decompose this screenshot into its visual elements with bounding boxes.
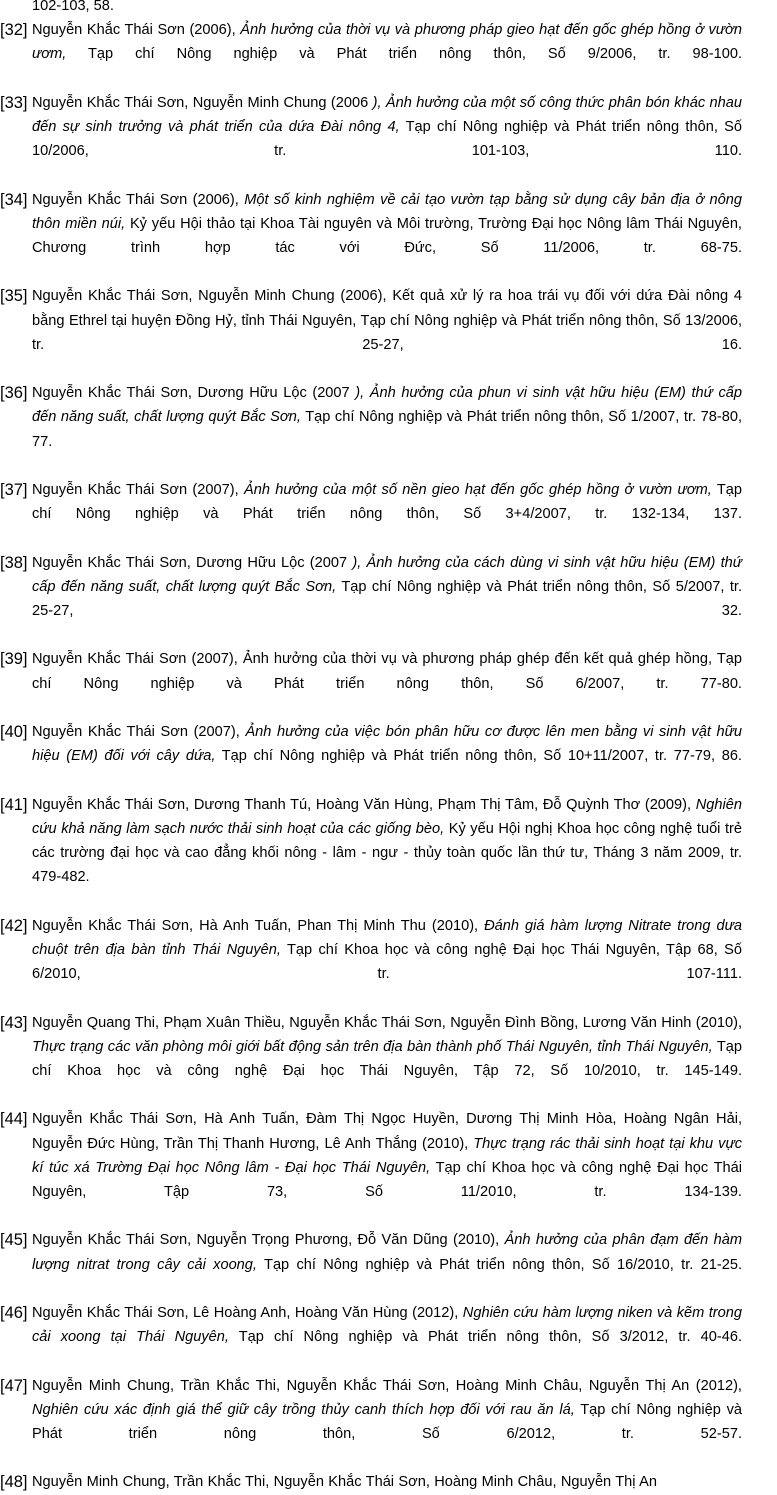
reference-authors: Nguyễn Khắc Thái Sơn (2007), Ảnh hưởng của thời vụ và phương pháp ghép đến kết quả ghép hồng, Tạp chí Nông nghiệp và Phát triển nông thôn, Số 6/2007, tr. 77-80. xyxy=(32,651,742,692)
reference-title: Ảnh hưởng của một số nền gieo hạt đến gốc ghép hồng ở vườn ươm, xyxy=(243,482,712,499)
reference-text xyxy=(32,188,742,285)
reference-title: ), Ảnh hưởng của phun vi sinh vật hữu hiệu (EM) thứ cấp đến năng suất, chất lượng quýt Bắc Sơn, xyxy=(32,385,743,426)
reference-number: [34] xyxy=(0,190,28,209)
reference-entry xyxy=(0,381,742,478)
reference-number: [43] xyxy=(0,1013,28,1032)
reference-title: Ảnh hưởng của việc bón phân hữu cơ được lên men bằng vi sinh vật hữu hiệu (EM) đối với cây dứa, xyxy=(32,724,742,765)
reference-text xyxy=(32,720,742,793)
reference-text xyxy=(32,1107,742,1228)
reference-authors: Nguyễn Khắc Thái Sơn, Nguyễn Minh Chung (2006), Kết quả xử lý ra hoa trái vụ đối với dứa Đài nông 4 bằng Ethrel tại huyện Đồng Hỷ, tỉnh Thái Nguyên, Tạp chí Nông nghiệp và Phát triển nông thôn, Số 13/2006, tr. 25-27, 16. xyxy=(32,288,742,353)
reference-source: Tạp chí Nông nghiệp và Phát triển nông thôn, Số 5/2007, tr. 25-27, 32. xyxy=(32,578,742,620)
reference-title: Thực trạng rác thải sinh hoạt tại khu vực kí túc xá Trường Đại học Nông lâm - Đại học Thái Nguyên, xyxy=(32,1135,742,1176)
reference-entry xyxy=(0,478,742,551)
reference-authors: Nguyễn Khắc Thái Sơn (2006), xyxy=(32,22,236,39)
reference-authors: Nguyễn Khắc Thái Sơn, Dương Hữu Lộc (2007 xyxy=(32,554,348,571)
reference-authors: Nguyễn Khắc Thái Sơn, Lê Hoàng Anh, Hoàng Văn Hùng (2012), xyxy=(32,1304,459,1321)
reference-entry xyxy=(0,91,742,188)
continuation-line: 102-103, 58. xyxy=(32,0,114,14)
reference-number: [40] xyxy=(0,723,28,742)
reference-title: Nghiên cứu khả năng làm sạch nước thải sinh hoạt của các giống bèo, xyxy=(32,796,742,837)
reference-text xyxy=(32,91,742,188)
reference-entry xyxy=(0,188,742,285)
reference-entry xyxy=(0,551,742,648)
reference-authors: Nguyễn Khắc Thái Sơn (2006), xyxy=(32,191,239,208)
reference-title: Một số kinh nghiệm về cải tạo vườn tạp bằng sử dụng cây bản địa ở nông thôn miền núi, xyxy=(32,191,742,232)
reference-title: Nghiên cứu xác định giá thể giữ cây trồng thủy canh thích hợp đối với rau ăn lá, xyxy=(32,1401,575,1418)
reference-text xyxy=(32,1228,742,1301)
reference-number: [33] xyxy=(0,93,28,112)
reference-number: [32] xyxy=(0,21,28,40)
reference-source: Tạp chí Nông nghiệp và Phát triển nông thôn, Số 10+11/2007, tr. 77-79, 86. xyxy=(221,748,742,765)
reference-text xyxy=(32,551,742,648)
reference-source: Tạp chí Nông nghiệp và Phát triển nông thôn, Số 9/2006, tr. 98-100. xyxy=(88,46,743,63)
reference-number: [41] xyxy=(0,795,28,814)
reference-authors: Nguyễn Khắc Thái Sơn, Nguyễn Minh Chung (2006 xyxy=(32,94,369,111)
reference-entry xyxy=(0,914,742,1011)
reference-number: [37] xyxy=(0,481,28,500)
reference-entry xyxy=(0,720,742,793)
reference-text xyxy=(32,647,742,720)
reference-source: Tạp chí Khoa học và công nghệ Đại học Thái Nguyên, Tập 72, Số 10/2010, tr. 145-149. xyxy=(32,1038,743,1079)
reference-number: [48] xyxy=(0,1473,28,1492)
reference-source: Kỷ yếu Hội nghị Khoa học công nghệ tuổi trẻ các trường đại học và cao đẳng khối nông - lâm - ngư - thủy toàn quốc lần thứ tư, Tháng 3 năm 2009, tr. 479-482. xyxy=(32,820,743,886)
reference-entry xyxy=(0,1228,742,1301)
reference-number: [46] xyxy=(0,1303,28,1322)
reference-entry xyxy=(0,1011,742,1108)
reference-source: Tạp chí Nông nghiệp và Phát triển nông thôn, Số 6/2012, tr. 52-57. xyxy=(32,1401,742,1442)
reference-entry xyxy=(0,1470,742,1494)
reference-text xyxy=(32,1470,742,1494)
reference-text xyxy=(32,1011,742,1108)
reference-authors: Nguyễn Khắc Thái Sơn (2007), xyxy=(32,724,240,741)
reference-title: Nghiên cứu hàm lượng niken và kẽm trong cải xoong tại Thái Nguyên, xyxy=(32,1304,743,1346)
reference-entry xyxy=(0,18,742,91)
reference-entry xyxy=(0,284,742,381)
reference-source: Kỷ yếu Hội thảo tại Khoa Tài nguyên và Môi trường, Trường Đại học Nông lâm Thái Nguyên, Chương trình hợp tác với Đức, Số 11/2006, tr. 68-75. xyxy=(32,215,742,257)
reference-number: [45] xyxy=(0,1231,28,1250)
reference-source: Tạp chí Nông nghiệp và Phát triển nông thôn, Số 10/2006, tr. 101-103, 110. xyxy=(32,119,743,160)
reference-number: [42] xyxy=(0,916,28,935)
reference-title: Thực trạng các văn phòng môi giới bất động sản trên địa bàn thành phố Thái Nguyên, tỉnh Thái Nguyên, xyxy=(32,1038,713,1055)
reference-text xyxy=(32,793,742,914)
reference-source: Tạp chí Nông nghiệp và Phát triển nông thôn, Số 1/2007, tr. 78-80, 77. xyxy=(32,409,743,450)
reference-entry xyxy=(0,1374,742,1471)
reference-authors: Nguyễn Khắc Thái Sơn, Hà Anh Tuấn, Phan Thị Minh Thu (2010), xyxy=(32,917,479,934)
reference-title: ), Ảnh hưởng của cách dùng vi sinh vật hữu hiệu (EM) thứ cấp đến năng suất, chất lượng quýt Bắc Sơn, xyxy=(32,554,743,595)
reference-number: [35] xyxy=(0,287,28,306)
reference-authors: Nguyễn Khắc Thái Sơn, Hà Anh Tuấn, Đàm Thị Ngọc Huyền, Dương Thị Minh Hòa, Hoàng Ngân Hải, Nguyễn Đức Hùng, Trần Thị Thanh Hương, Lê Anh Thắng (2010), xyxy=(32,1111,742,1152)
reference-source: Tạp chí Khoa học và công nghệ Đại học Thái Nguyên, Tập 68, Số 6/2010, tr. 107-111. xyxy=(32,941,743,983)
reference-authors: Nguyễn Khắc Thái Sơn, Dương Thanh Tú, Hoàng Văn Hùng, Phạm Thị Tâm, Đỗ Quỳnh Thơ (2009), xyxy=(32,796,692,813)
reference-title: ), Ảnh hưởng của một số công thức phân bón khác nhau đến sự sinh trưởng và phát triển của dứa Đài nông 4, xyxy=(32,94,742,136)
reference-text xyxy=(32,914,742,1011)
reference-text xyxy=(32,478,742,551)
reference-authors: Nguyễn Khắc Thái Sơn, Dương Hữu Lộc (2007 xyxy=(32,385,350,402)
reference-number: [38] xyxy=(0,553,28,572)
reference-text xyxy=(32,381,742,478)
reference-authors: Nguyễn Khắc Thái Sơn (2007), xyxy=(32,482,239,499)
reference-source: Tạp chí Nông nghiệp và Phát triển nông thôn, Số 16/2010, tr. 21-25. xyxy=(264,1256,742,1273)
reference-source: Tạp chí Nông nghiệp và Phát triển nông thôn, Số 3/2012, tr. 40-46. xyxy=(238,1329,742,1346)
reference-text xyxy=(32,1301,742,1374)
reference-number: [36] xyxy=(0,384,28,403)
reference-text xyxy=(32,284,742,381)
reference-source: Tạp chí Khoa học và công nghệ Đại học Thái Nguyên, Tập 73, Số 11/2010, tr. 134-139. xyxy=(32,1159,743,1200)
reference-title: Ảnh hưởng của thời vụ và phương pháp gieo hạt đến gốc ghép hồng ở vườn ươm, xyxy=(32,22,742,63)
reference-number: [47] xyxy=(0,1376,28,1395)
reference-entry xyxy=(0,1107,742,1228)
reference-entry xyxy=(0,647,742,720)
reference-number: [39] xyxy=(0,650,28,669)
reference-text xyxy=(32,18,742,91)
reference-entry xyxy=(0,793,742,914)
reference-title: Ảnh hưởng của phân đạm đến hàm lượng nitrat trong cây cải xoong, xyxy=(32,1232,743,1273)
reference-text xyxy=(32,1374,742,1471)
reference-authors: Nguyễn Minh Chung, Trần Khắc Thi, Nguyễn Khắc Thái Sơn, Hoàng Minh Châu, Nguyễn Thị An (2012), xyxy=(32,1377,742,1394)
reference-authors: Nguyễn Minh Chung, Trần Khắc Thi, Nguyễn Khắc Thái Sơn, Hoàng Minh Châu, Nguyễn Thị An xyxy=(32,1474,657,1491)
reference-title: Đánh giá hàm lượng Nitrate trong dưa chuột trên địa bàn tỉnh Thái Nguyên, xyxy=(32,917,742,958)
reference-entry xyxy=(0,1301,742,1374)
reference-authors: Nguyễn Khắc Thái Sơn, Nguyễn Trọng Phương, Đỗ Văn Dũng (2010), xyxy=(32,1232,500,1249)
reference-list xyxy=(0,18,777,1494)
reference-number: [44] xyxy=(0,1110,28,1129)
reference-source: Tạp chí Nông nghiệp và Phát triển nông thôn, Số 3+4/2007, tr. 132-134, 137. xyxy=(32,482,743,523)
reference-authors: Nguyễn Quang Thi, Phạm Xuân Thiều, Nguyễn Khắc Thái Sơn, Nguyễn Đình Bồng, Lương Văn Hinh (2010), xyxy=(32,1014,742,1031)
